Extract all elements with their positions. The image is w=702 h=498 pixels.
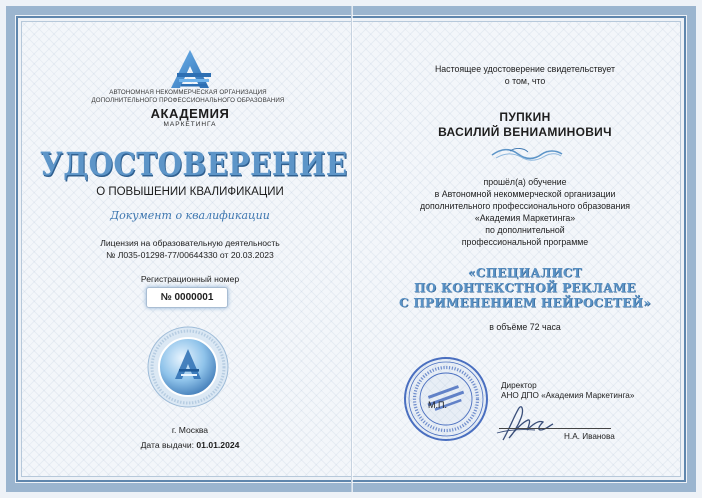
org-line-2: ДОПОЛНИТЕЛЬНОГО ПРОФЕССИОНАЛЬНОГО ОБРАЗОВАНИЯ [91,97,285,104]
brand-subtitle: МАРКЕТИНГА [163,121,217,128]
recipient-given-names: ВАСИЛИЙ ВЕНИАМИНОВИЧ [438,125,612,139]
issue-date: 01.01.2024 [196,440,240,450]
recipient-surname: ПУПКИН [499,110,551,124]
signature-icon [495,400,555,445]
issue-date-label: Дата выдачи: [140,440,197,450]
program-title-line-3: С ПРИМЕНЕНИЕМ НЕЙРОСЕТЕЙ» [398,296,652,310]
body-line-5: по дополнительной [485,225,565,235]
issue-date-line [40,440,340,450]
body-line-3: дополнительного профессионального образования [419,201,631,211]
intro-line-1: Настоящее удостоверение свидетельствует [434,64,616,74]
brand-name: АКАДЕМИЯ [150,106,230,121]
fold-highlight [352,6,353,492]
document-subtitle: О ПОВЫШЕНИИ КВАЛИФИКАЦИИ [96,186,284,198]
director-title: Директор [501,381,537,390]
body-line-6: профессиональной программе [461,237,589,247]
license-number: № Л035-01298-77/00644330 от 20.03.2023 [106,250,274,260]
stamp-place-label: М.П. [428,400,447,410]
registration-label: Регистрационный номер [140,274,240,284]
program-title-line-2: ПО КОНТЕКСТНОЙ РЕКЛАМЕ [414,281,636,295]
document-title: УДОСТОВЕРЕНИЕ [40,146,348,183]
org-line-1: АВТОНОМНАЯ НЕКОММЕРЧЕСКАЯ ОРГАНИЗАЦИЯ [109,89,267,96]
signer-name: Н.А. Иванова [564,432,615,441]
body-line-1: прошёл(а) обучение [483,177,567,187]
flourish-ornament-icon [490,146,564,164]
organization-label [76,89,300,105]
academy-logo-icon [165,49,215,89]
director-organization: АНО ДПО «Академия Маркетинга» [501,391,635,400]
hologram-seal-icon [146,325,230,409]
city: г. Москва [171,425,209,435]
program-title-line-1: «СПЕЦИАЛИСТ [468,266,582,280]
body-line-2: в Автономной некоммерческой организации [434,189,616,199]
signature-line [499,428,611,429]
organization-stamp-icon [403,356,489,442]
program-hours: в объёме 72 часа [489,322,561,332]
body-line-4: «Академия Маркетинга» [474,213,576,223]
intro-line-2: о том, что [504,76,546,86]
license-label: Лицензия на образовательную деятельность [100,238,280,248]
registration-number: № 0000001 [146,287,228,308]
document-type: Документ о квалификации [110,209,270,222]
